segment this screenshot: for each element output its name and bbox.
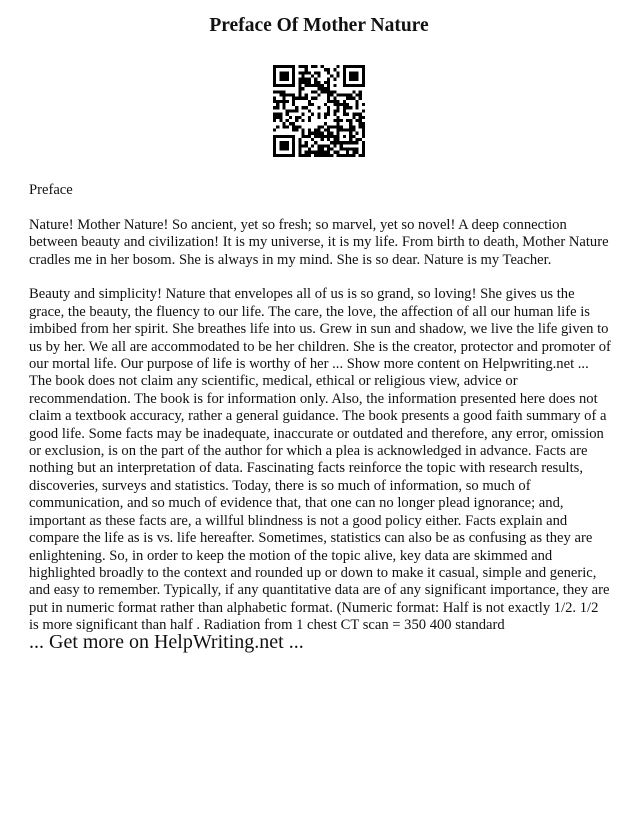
paragraph-3: The book does not claim any scientific, medical, ethical or religious view, advice or recommendation. The book is for information only. Also, the information presented here does not claim a textbook accuracy, rather a general guidance. The book presents a good faith summary of a good life. Some facts may be inadequate, inaccurate or outdated and therefore, any error, omission or exclusion, is on the part of the author for which a plea is acknowledged in advance. Facts are nothing but an interpretation of data. Fascinating facts reinforce the topic with research results, discoveries, surveys and statistics. Today, there is so much of information, so much of communication, and so much of evidence that, that one can no longer plead ignorance; and, important as these facts are, a willful blindness is not a good policy either. Facts explain and compare the life as is vs. life hereafter. Sometimes, statistics can also be as confusing as they are enlightening. So, in order to keep the motion of the topic alive, key data are skimmed and highlighted broadly to the context and rounded up or down to make it casual, simple and generic, and easy to remember. Typically, if any quantitative data are of any significant importance, they are put in numeric format rather than alphabetic format. (Numeric format: Half is not exactly 1/2. 1/2 is more significant than half . Radiation from 1 chest CT scan = 350 400 standard [29,373,610,634]
get-more-link[interactable]: ... Get more on HelpWriting.net ... [29,631,304,653]
section-heading: Preface [29,182,73,198]
paragraph-2: Beauty and simplicity! Nature that envelopes all of us is so grand, so loving! She gives us the grace, the beauty, the fluency to our life. The care, the love, the affection of all our human life is imbibed from her spirit. She breathes life into us. Grew in sun and shadow, we live the life given to us by her. We all are accommodated to be her children. She is the creator, protector and promoter of our mortal life. Our purpose of life is worthy of her ... Show more content on Helpwriting.net ... [29,286,611,373]
qr-code-graphic [273,65,365,157]
document-body [29,182,611,635]
page-title: Preface Of Mother Nature [209,15,429,36]
qr-code-icon[interactable] [273,65,365,157]
paragraph-1: Nature! Mother Nature! So ancient, yet so fresh; so marvel, yet so novel! A deep connection between beauty and civilization! It is my universe, it is my life. From birth to death, Mother Nature cradles me in her bosom. She is always in my mind. She is so dear. Nature is my Teacher. [29,216,609,268]
